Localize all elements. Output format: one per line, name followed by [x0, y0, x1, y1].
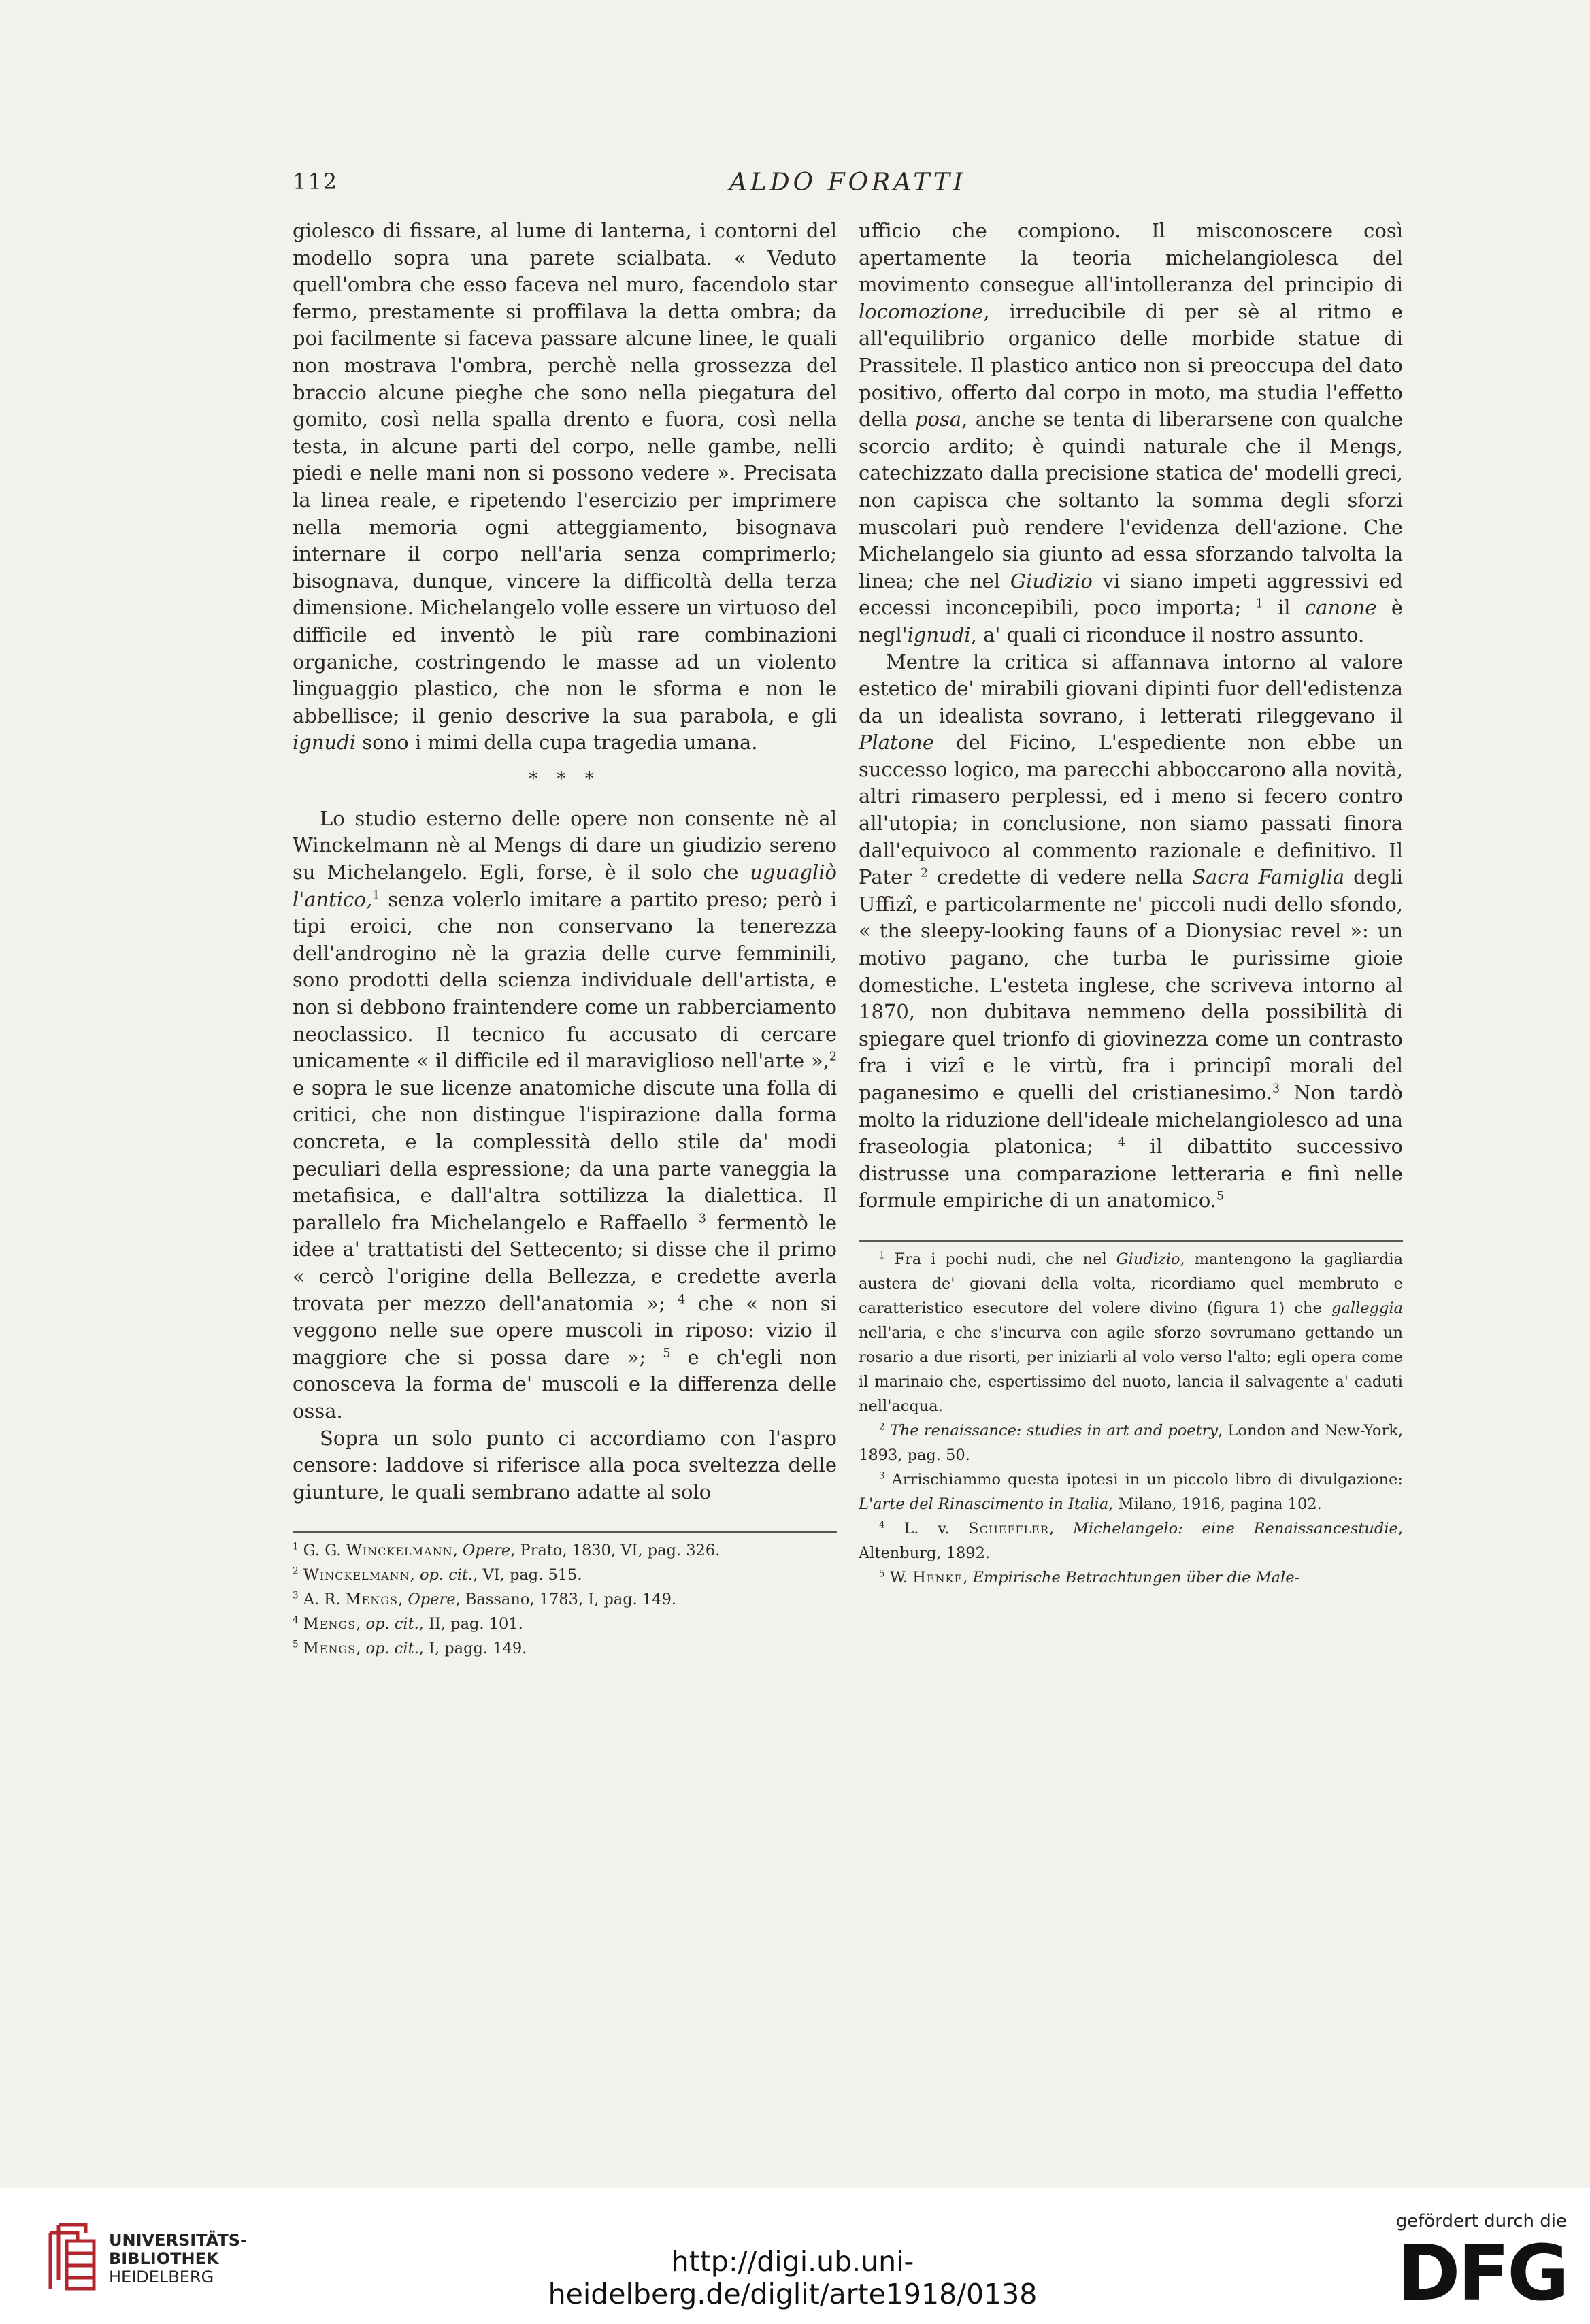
page-header: [293, 169, 1403, 210]
right-paragraph-2: [859, 649, 1403, 1214]
right-body-text: [859, 218, 1403, 1214]
text-run: ,: [410, 1566, 420, 1584]
text-run: Michelangelo: eine Renaissancestudie: [1072, 1519, 1398, 1538]
text-run: ignudi: [907, 622, 971, 646]
text-run: degli Uffizî, e particolarmente ne' piccoli nudi dello sfondo, « the sleepy-looking fauns of a Dionysiac revel »: un motivo pagano, che turba le purissime gioie domestiche. L'esteta inglese, che scriveva intorno al 1870, non dubitava nemmeno della possibilità di spiegare quel trionfo di giovinezza come un contrasto fra i vizî e le virtù, fra i principî morali del paganesimo e quelli del cristianesimo.: [859, 865, 1404, 1104]
text-run: [299, 1640, 303, 1657]
text-run: G. G.: [298, 1542, 346, 1560]
text-run: vi siano impeti aggressivi ed eccessi inconcepibili, poco importa;: [859, 569, 1403, 620]
footnote: [859, 1516, 1403, 1565]
text-run: Giudizio: [1116, 1250, 1180, 1268]
footnote-marker: 2: [879, 1421, 885, 1433]
right-column: [859, 218, 1403, 1590]
text-run: il dibattito successivo distrusse una comparazione letteraria e finì nelle formule empiriche di un anatomico.: [859, 1135, 1403, 1212]
text-run: ,: [356, 1640, 366, 1658]
page-number: 112: [293, 169, 339, 195]
text-run: The renaissance: studies in art and poetry: [889, 1421, 1219, 1440]
text-run: è negl': [859, 596, 1403, 646]
footnote-marker: 1: [372, 889, 380, 902]
text-run: il: [1263, 596, 1305, 620]
footnote: [293, 1612, 837, 1636]
text-run: Sacra Famiglia: [1192, 865, 1345, 889]
footnote: [293, 1587, 837, 1612]
text-run: Arrischiammo questa ipotesi in un piccolo libro di divulgazione:: [884, 1470, 1403, 1489]
library-name: [109, 2231, 247, 2287]
text-run: Opere: [408, 1591, 456, 1609]
left-paragraph-2: [293, 806, 837, 1425]
text-run: L. v.: [884, 1519, 969, 1538]
footnote: [293, 1563, 837, 1587]
library-name-line: HEIDELBERG: [109, 2268, 214, 2287]
footnote-marker: 4: [678, 1292, 686, 1306]
left-body-text: [293, 218, 837, 1506]
footnote-marker: 1: [293, 1541, 299, 1553]
permalink-url[interactable]: http://digi.ub.uni-heidelberg.de/diglit/arte1918/0138: [548, 2245, 1038, 2310]
left-paragraph-1: [293, 218, 837, 757]
footnote: [859, 1418, 1403, 1467]
text-run: Fra i pochi nudi, che nel: [884, 1250, 1116, 1268]
text-run: Scheffler: [968, 1519, 1050, 1538]
text-run: ,: [356, 1615, 366, 1633]
text-run: , irreducibile di per sè al ritmo e all'equilibrio organico delle morbide statue di Prassitele. Il plastico antico non si preoccupa del dato positivo, offerto dal corpo in moto, ma studia l'effetto della: [859, 299, 1403, 431]
footnote-marker: 3: [879, 1470, 885, 1482]
text-run: canone: [1304, 596, 1377, 620]
library-logo-icon: [38, 2219, 103, 2294]
footnote-marker: 5: [293, 1639, 299, 1650]
footnote-marker: 5: [879, 1568, 885, 1580]
left-column: [293, 218, 837, 1661]
footnote-marker: 4: [879, 1519, 885, 1531]
running-head: ALDO FORATTI: [729, 169, 967, 197]
footnote-marker: 3: [293, 1590, 299, 1601]
footnote: [859, 1565, 1403, 1590]
left-paragraph-3: [293, 1425, 837, 1506]
text-run: W.: [884, 1568, 913, 1587]
text-run: ,: [398, 1591, 408, 1609]
text-run: op. cit.: [419, 1566, 474, 1584]
text-run: ,: [963, 1568, 973, 1587]
text-run: sono i mimi della cupa tragedia umana.: [356, 731, 758, 754]
footnote-marker: 1: [1255, 597, 1263, 611]
text-run: Empirische Betrachtungen über die Male-: [972, 1568, 1300, 1587]
text-run: op. cit.: [365, 1640, 419, 1658]
text-run: del Ficino, L'espediente non ebbe un successo logico, ma parecchi abboccarono alla novità, altri rimasero perplessi, ed i meno si fecero contro all'utopia; in conclusione, non siamo passati finora dall'equivoco al commento razionale e definitivo. Il Pater: [859, 731, 1403, 889]
text-run: , London and New-York, 1893, pag. 50.: [859, 1421, 1403, 1464]
text-run: Non tardò molto la riduzione dell'ideale michelangiolesco ad una fraseologia platonica;: [859, 1081, 1404, 1159]
sponsor-block: [1349, 2211, 1567, 2318]
text-run: ,: [1049, 1519, 1073, 1538]
text-run: , a' quali ci riconduce il nostro assunto.: [970, 622, 1365, 646]
footnote-marker: 2: [921, 866, 929, 880]
text-run: Mentre la critica si affannava intorno al valore estetico de' mirabili giovani dipinti fuor dell'edistenza da un idealista sovrano, i letterati rileggevano il: [859, 650, 1403, 727]
text-run: Winckelmann: [346, 1542, 453, 1560]
text-run: Mengs: [345, 1591, 399, 1609]
footnote: [293, 1636, 837, 1661]
text-run: e sopra le sue licenze anatomiche discute una folla di critici, che non distingue l'ispirazione dalla forma concreta, e la complessità dello stile da' modi peculiari della espressione; da una parte vaneggia la metafisica, e dall'altra sottilizza la dialettica. Il parallelo fra Michelangelo e Raffaello: [293, 1076, 837, 1234]
text-run: e ch'egli non conosceva la forma de' muscoli e la differenza delle ossa.: [293, 1345, 837, 1423]
text-run: Mengs: [303, 1640, 357, 1658]
dfg-logo: DFG: [1397, 2229, 1567, 2318]
text-run: , Prato, 1830, VI, pag. 326.: [510, 1542, 721, 1560]
text-run: , anche se tenta di liberarsene con qualche scorcio ardito; è quindi naturale che il Mengs, catechizzato dalla precisione statica de' modelli greci, non capisca che soltanto la somma degli sforzi muscolari può rendere l'evidenza dell'azione. Che Michelangelo sia giunto ad essa sforzando talvolta la linea; che nel: [859, 408, 1403, 593]
text-run: , Altenburg, 1892.: [859, 1519, 1403, 1562]
text-run: , II, pag. 101.: [418, 1615, 523, 1633]
footnote-marker: 4: [1117, 1135, 1125, 1150]
text-run: credette di vedere nella: [928, 865, 1193, 889]
text-run: Platone: [859, 731, 935, 754]
text-run: , Milano, 1916, pagina 102.: [1108, 1495, 1322, 1513]
library-name-line: BIBLIOTHEK: [109, 2249, 219, 2268]
footnote-marker: 1: [879, 1250, 885, 1261]
text-run: Henke: [912, 1568, 963, 1587]
text-run: galleggia: [1331, 1299, 1403, 1317]
text-run: [299, 1566, 303, 1584]
section-separator: * * *: [529, 768, 601, 789]
right-paragraph-1: [859, 218, 1403, 649]
footnote-marker: 2: [293, 1565, 299, 1577]
text-run: op. cit.: [365, 1615, 419, 1633]
footnote-marker: 2: [829, 1050, 837, 1064]
text-run: L'arte del Rinascimento in Italia: [859, 1495, 1109, 1513]
footnote-marker: 3: [698, 1212, 706, 1226]
right-footnotes: [859, 1247, 1403, 1590]
footnote-marker: 4: [293, 1614, 299, 1626]
footnote-marker: 5: [1216, 1189, 1225, 1204]
text-run: [299, 1615, 303, 1633]
text-run: nell'aria, e che s'incurva con agile sforzo sovrumano gettando un rosario a due risorti, per iniziarli al volo verso l'alto; egli opera come il marinaio che, espertissimo del nuoto, lancia il salvagente a' caduti nell'acqua.: [859, 1323, 1403, 1415]
text-run: [885, 1422, 890, 1440]
text-run: uguagliò l'antico,: [293, 861, 837, 911]
sponsor-label: gefördert durch die: [1395, 2211, 1567, 2231]
text-run: che « non si veggono nelle sue opere muscoli in riposo: vizio il maggiore che si possa dare »;: [293, 1291, 837, 1369]
text-run: , mantengono la gagliardia austera de' giovani della volta, ricordiamo quel membruto e caratteristico esecutore del volere divino (figura 1) che: [859, 1250, 1403, 1317]
left-footnotes: [293, 1538, 837, 1661]
footnote: [859, 1467, 1403, 1516]
text-run: Giudizio: [1010, 569, 1093, 593]
text-run: fermentò le idee a' trattatisti del Settecento; si disse che il primo « cercò l'origine della Bellezza, e credette averla trovata per mezzo dell'anatomia »;: [293, 1210, 837, 1315]
text-run: Sopra un solo punto ci accordiamo con l'aspro censore: laddove si riferisce alla poca sveltezza delle giunture, le quali sembrano adatte al solo: [293, 1426, 837, 1504]
library-name-line: UNIVERSITÄTS-: [109, 2231, 248, 2250]
text-run: Mengs: [303, 1615, 357, 1633]
footnote-marker: 3: [1272, 1082, 1280, 1096]
text-run: senza volerlo imitare a partito preso; però i tipi eroici, che non conservano la tenerezza dell'androgino nè la grazia delle curve femminili, sono prodotti della scienza individuale dell'artista, e non si debbono fraintendere come un rabberciamento neoclassico. Il tecnico fu accusato di cercare unicamente « il difficile ed il maraviglioso nell'arte »,: [293, 887, 837, 1073]
text-run: posa: [914, 408, 962, 431]
text-run: , I, pagg. 149.: [418, 1640, 527, 1658]
text-run: Opere: [462, 1542, 511, 1560]
text-run: ,: [452, 1542, 463, 1560]
text-run: giolesco di fissare, al lume di lanterna, i contorni del modello sopra una parete scialbata. « Veduto quell'ombra che esso faceva nel muro, facendolo star fermo, prestamente si proffilava la detta ombra; da poi facilmente si faceva passare alcune linee, le quali non mostrava l'ombra, perchè nella grossezza del braccio alcune pieghe che sono nella piegatura del gomito, così nella spalla drento e fuora, così nella testa, in alcune parti del corpo, nelle gambe, nelli piedi e nelle mani non si possono vedere ». Precisata la linea reale, e ripetendo l'esercizio per imprimere nella memoria ogni atteggiamento, bisognava internare il corpo nell'aria senza comprimerlo; bisognava, dunque, vincere la difficoltà della terza dimensione. Michelangelo volle essere un virtuoso del difficile ed inventò le più rare combinazioni organiche, costringendo le masse ad un violento linguaggio plastico, che non le sforma e non le abbellisce; il genio descrive la sua parabola, e gli: [293, 219, 837, 727]
text-run: locomozione: [859, 299, 984, 323]
footnote-marker: 5: [663, 1346, 671, 1361]
text-run: , VI, pag. 515.: [473, 1566, 582, 1584]
footnote: [293, 1538, 837, 1563]
text-run: , Bassano, 1783, I, pag. 149.: [455, 1591, 677, 1609]
footnote: [859, 1247, 1403, 1418]
text-run: A. R.: [298, 1591, 346, 1609]
text-run: ignudi: [293, 731, 357, 754]
text-run: Winckelmann: [303, 1566, 410, 1584]
text-run: Lo studio esterno delle opere non consente nè al Winckelmann nè al Mengs di dare un giudizio sereno su Michelangelo. Egli, forse, è il solo che: [293, 806, 837, 884]
text-run: ufficio che compiono. Il misconoscere così apertamente la teoria michelangiolesca del movimento consegue all'intolleranza del principio di: [859, 219, 1403, 297]
